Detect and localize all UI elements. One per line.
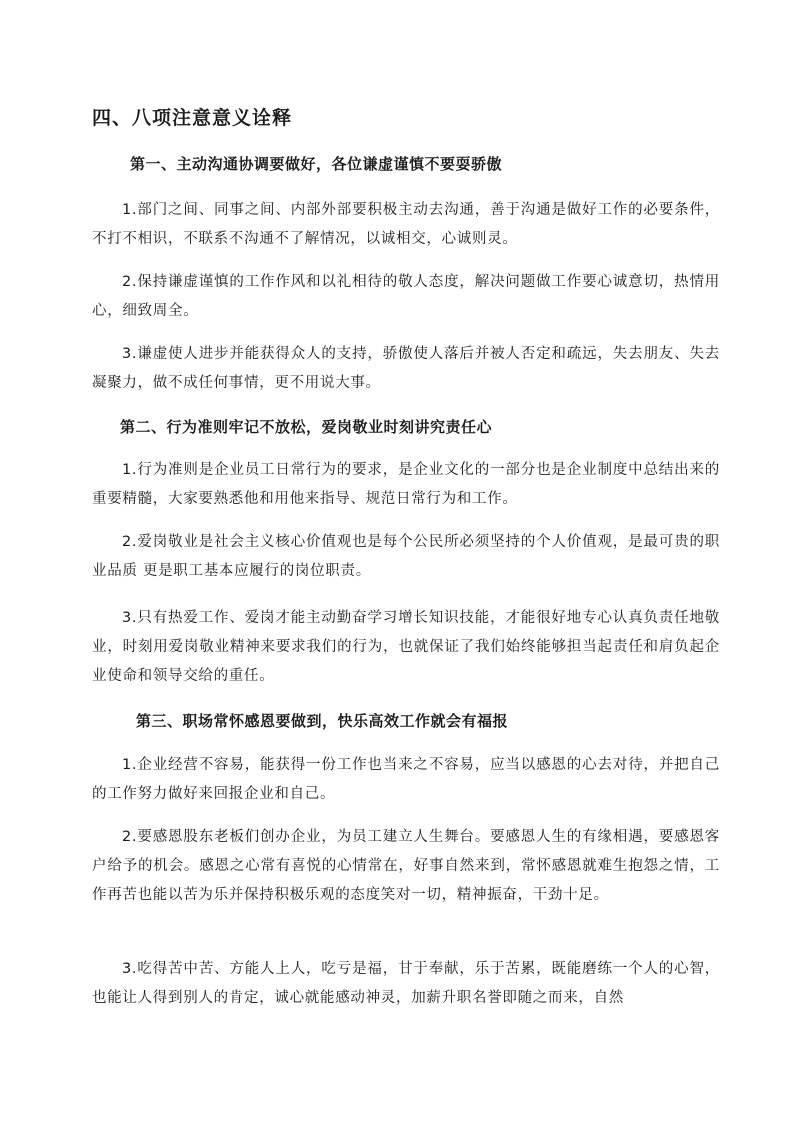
paragraph-3-3: 3.吃得苦中苦、方能人上人，吃亏是福，甘于奉献，乐于苦累，既能磨练一个人的心智，也能让人得到别人的肯定，诚心就能感动神灵，加薪升职名誉即随之而来，自然 (92, 961, 720, 1006)
paragraph-1-3: 3.谦虚使人进步并能获得众人的支持，骄傲使人落后并被人否定和疏远，失去朋友、失去凝聚力，做不成任何事情，更不用说大事。 (92, 346, 720, 391)
paragraph-1-1: 1.部门之间、同事之间、内部外部要积极主动去沟通，善于沟通是做好工作的必要条件，不打不相识，不联系不沟通不了解情况，以诚相交，心诚则灵。 (92, 202, 720, 247)
paragraph-1-2: 2.保持谦虚谨慎的工作作风和以礼相待的敬人态度，解决问题做工作要心诚意切，热情用心，细致周全。 (92, 274, 720, 319)
paragraph-3-1: 1.企业经营不容易，能获得一份工作也当来之不容易，应当以感恩的心去对待，并把自己的工作努力做好来回报企业和自己。 (92, 757, 720, 802)
subsection-title-2: 第二、行为准则牢记不放松，爱岗敬业时刻讲究责任心 (120, 418, 493, 436)
paragraph-2-2: 2.爱岗敬业是社会主义核心价值观也是每个公民所必须坚持的个人价值观，是最可贵的职业品质 更是职工基本应履行的岗位职责。 (92, 534, 720, 579)
paragraph-3-2: 2.要感恩股东老板们创办企业，为员工建立人生舞台。要感恩人生的有缘相遇，要感恩客户给予的机会。感恩之心常有喜悦的心情常在，好事自然来到，常怀感恩就难生抱怨之情，工作再苦也能以苦为乐并保持积极乐观的态度笑对一切，精神振奋，干劲十足。 (92, 829, 720, 903)
paragraph-2-3: 3.只有热爱工作、爱岗才能主动勤奋学习增长知识技能，才能很好地专心认真负责任地敬业，时刻用爱岗敬业精神来要求我们的行为，也就保证了我们始终能够担当起责任和肩负起企业使命和领导交给的重任。 (92, 610, 720, 684)
subsection-title-1: 第一、主动沟通协调要做好，各位谦虚谨慎不要耍骄傲 (130, 155, 503, 173)
subsection-title-3: 第三、职场常怀感恩要做到，快乐高效工作就会有福报 (136, 712, 509, 730)
section-heading: 四、八项注意意义诠释 (92, 107, 293, 129)
paragraph-2-1: 1.行为准则是企业员工日常行为的要求，是企业文化的一部分也是企业制度中总结出来的重要精髓，大家要熟悉他和用他来指导、规范日常行为和工作。 (92, 462, 720, 507)
